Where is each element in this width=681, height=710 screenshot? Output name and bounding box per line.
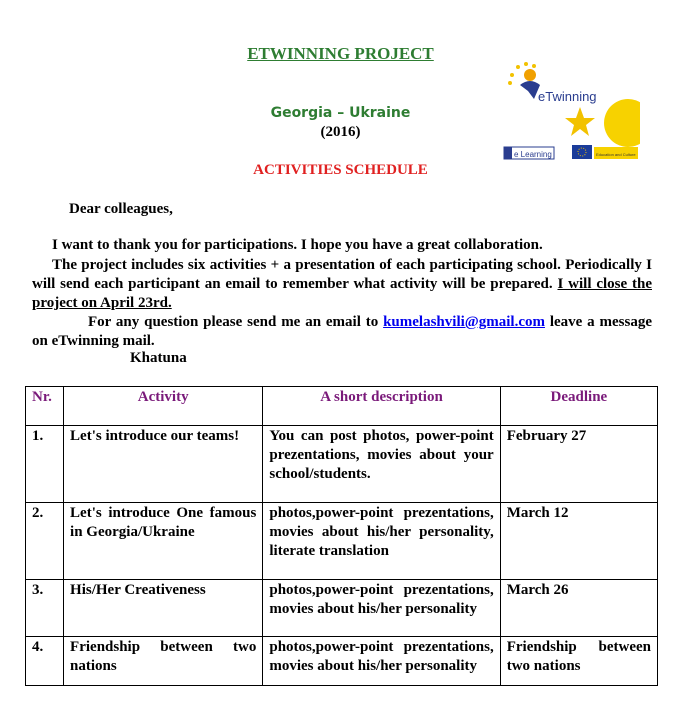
paragraph-thanks: I want to thank you for participations. I hope you have a great collaboration. [52, 237, 543, 253]
table-row [26, 503, 658, 580]
row-nr: 4. [26, 637, 64, 686]
header-nr: Nr. [26, 387, 64, 426]
activities-table [25, 386, 658, 686]
row-activity: Friendship between two nations [64, 637, 263, 686]
etwinning-logo [500, 55, 640, 165]
row-description: photos,power-point prezentations, movies about his/her personality [263, 637, 500, 686]
header-activity: Activity [64, 387, 263, 426]
signature: Khatuna [130, 350, 187, 366]
row-description: photos,power-point prezentations, movies about his/her personality [263, 580, 500, 637]
table-header-row [26, 387, 658, 426]
paragraph-activities: The project includes six activities + a presentation of each participating school. Periodically I will send each participant an email to remember what activity will be prepared. I will close the project on April 23rd. [32, 257, 652, 311]
row-nr: 1. [26, 426, 64, 503]
row-description: You can post photos, power-point prezentations, movies about your school/students. [263, 426, 500, 503]
table-row [26, 426, 658, 503]
header-deadline: Deadline [500, 387, 657, 426]
header-description: A short description [263, 387, 500, 426]
row-nr: 2. [26, 503, 64, 580]
row-deadline: Friendship between two nations [500, 637, 657, 686]
project-subtitle: Georgia – Ukraine [270, 105, 411, 121]
row-deadline: March 12 [500, 503, 657, 580]
row-description: photos,power-point prezentations, movies about his/her personality, literate translation [263, 503, 500, 580]
row-deadline: February 27 [500, 426, 657, 503]
row-activity: His/Her Creativeness [64, 580, 263, 637]
svg-text:Education and Culture: Education and Culture [596, 152, 636, 157]
project-title: ETWINNING PROJECT [247, 44, 434, 63]
schedule-heading: ACTIVITIES SCHEDULE [253, 162, 428, 178]
paragraph-contact: For any question please send me an email to kumelashvili@gmail.com leave a message on eTwinning mail. [32, 314, 652, 349]
project-year: (2016) [320, 124, 361, 140]
close-date: I will close the project on April 23rd. [32, 276, 652, 311]
row-activity: Let's introduce One famous in Georgia/Ukraine [64, 503, 263, 580]
table-row [26, 580, 658, 637]
svg-text:e Learning: e Learning [514, 150, 552, 159]
etwinning-text: eTwinning [538, 89, 597, 104]
table-row [26, 637, 658, 686]
row-deadline: March 26 [500, 580, 657, 637]
greeting: Dear colleagues, [69, 201, 173, 217]
row-activity: Let's introduce our teams! [64, 426, 263, 503]
row-nr: 3. [26, 580, 64, 637]
email-link[interactable]: kumelashvili@gmail.com [383, 314, 545, 330]
